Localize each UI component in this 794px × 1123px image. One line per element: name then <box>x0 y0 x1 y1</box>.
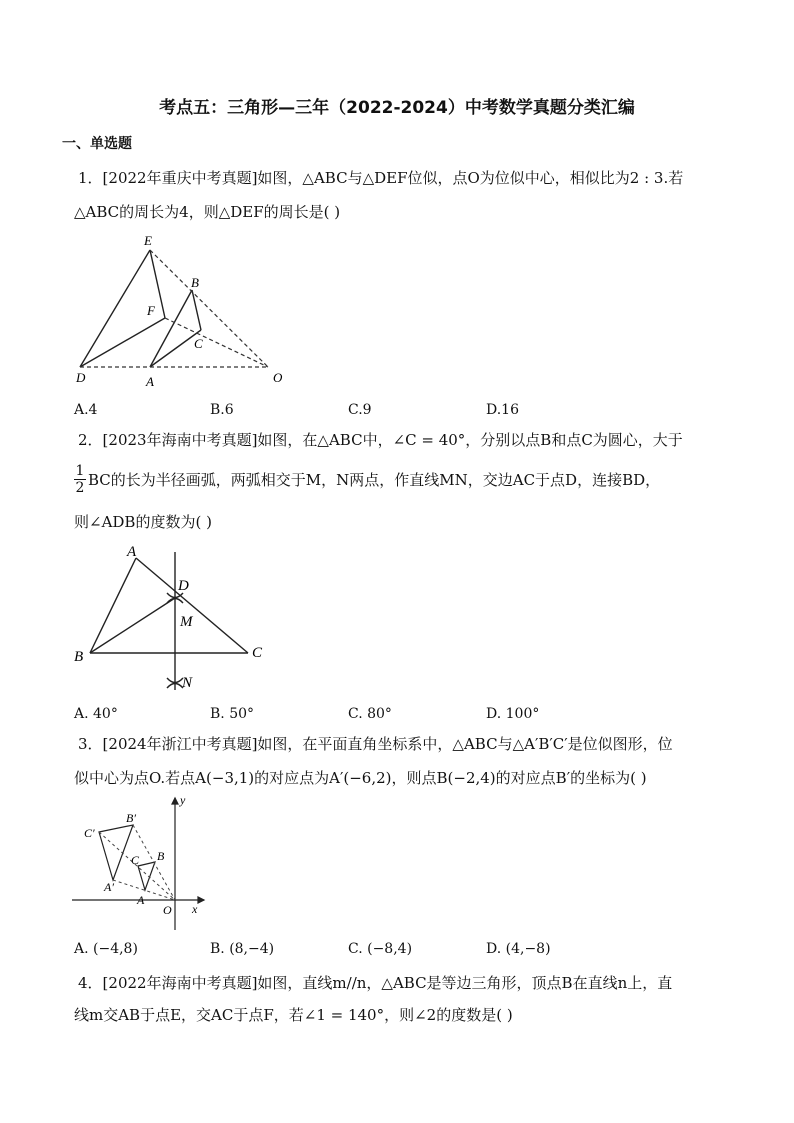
q1-label-e: E <box>144 233 152 248</box>
q2-text-line3: 则∠ADB的度数为( ) <box>74 513 212 531</box>
q4-text-line1: 4．[2022年海南中考真题]如图，直线m//n，△ABC是等边三角形，顶点B在直线n上，直 <box>78 974 673 992</box>
q3-text-line2: 似中心为点O.若点A(−3,1)的对应点为A′(−6,2)，则点B(−2,4)的对应点B′的坐标为( ) <box>74 769 647 787</box>
q2-text-line2: BC的长为半径画弧，两弧相交于M，N两点，作直线MN，交边AC于点D，连接BD， <box>88 471 661 489</box>
q2-text-line1: 2．[2023年海南中考真题]如图，在△ABC中，∠C = 40°，分别以点B和点C为圆心，大于 <box>78 431 683 449</box>
q2-option-b[interactable]: B. 50° <box>210 706 255 722</box>
q2-label-a: A <box>127 544 137 560</box>
q1-label-o: O <box>273 370 283 385</box>
q2-label-d: D <box>178 578 189 594</box>
q1-label-d: D <box>76 370 86 385</box>
q3-label-c: C <box>131 853 140 867</box>
q3-label-b: B <box>157 849 165 863</box>
q2-label-m: M <box>180 614 193 630</box>
q2-option-c[interactable]: C. 80° <box>348 706 392 722</box>
q2-fraction-numerator: 1 <box>75 463 85 479</box>
q3-label-x: x <box>192 902 198 916</box>
q3-label-c-prime: C′ <box>84 826 95 840</box>
q1-figure <box>70 230 300 400</box>
q3-figure <box>68 792 218 932</box>
q1-option-c[interactable]: C.9 <box>348 402 372 418</box>
q1-label-c: C <box>194 336 203 351</box>
q3-option-b[interactable]: B. (8,−4) <box>210 941 275 957</box>
q1-option-d[interactable]: D.16 <box>486 402 519 418</box>
q3-option-a[interactable]: A. (−4,8) <box>74 941 138 957</box>
q3-text-line1: 3．[2024年浙江中考真题]如图，在平面直角坐标系中，△ABC与△A′B′C′是位似图形，位 <box>78 735 673 753</box>
q2-fraction-denominator: 2 <box>75 480 85 496</box>
q3-label-a-prime: A′ <box>104 880 114 894</box>
page-title: 考点五：三角形—三年（2022-2024）中考数学真题分类汇编 <box>159 98 635 118</box>
q2-label-c: C <box>252 645 263 661</box>
q3-label-a: A <box>137 893 145 907</box>
q1-label-f: F <box>147 303 155 318</box>
q2-label-n: N <box>182 675 193 691</box>
q4-text-line2: 线m交AB于点E，交AC于点F，若∠1 = 140°，则∠2的度数是( ) <box>74 1006 513 1024</box>
q1-text-line2: △ABC的周长为4，则△DEF的周长是( ) <box>74 203 341 221</box>
q2-fraction <box>74 463 86 496</box>
q1-option-a[interactable]: A.4 <box>74 402 98 418</box>
q3-label-y: y <box>180 793 186 807</box>
section-heading: 一、单选题 <box>62 136 132 152</box>
q3-option-d[interactable]: D. (4,−8) <box>486 941 551 957</box>
q3-label-o: O <box>163 903 172 917</box>
q3-label-b-prime: B′ <box>126 811 136 825</box>
q1-option-b[interactable]: B.6 <box>210 402 234 418</box>
q2-figure <box>70 540 290 700</box>
q1-text-line1: 1．[2022年重庆中考真题]如图，△ABC与△DEF位似，点O为位似中心，相似比为2 : 3.若 <box>78 169 684 187</box>
q1-label-a: A <box>146 374 154 389</box>
q2-label-b: B <box>74 649 84 665</box>
q2-option-a[interactable]: A. 40° <box>74 706 118 722</box>
q2-option-d[interactable]: D. 100° <box>486 706 540 722</box>
q1-label-b: B <box>191 275 199 290</box>
q3-option-c[interactable]: C. (−8,4) <box>348 941 413 957</box>
